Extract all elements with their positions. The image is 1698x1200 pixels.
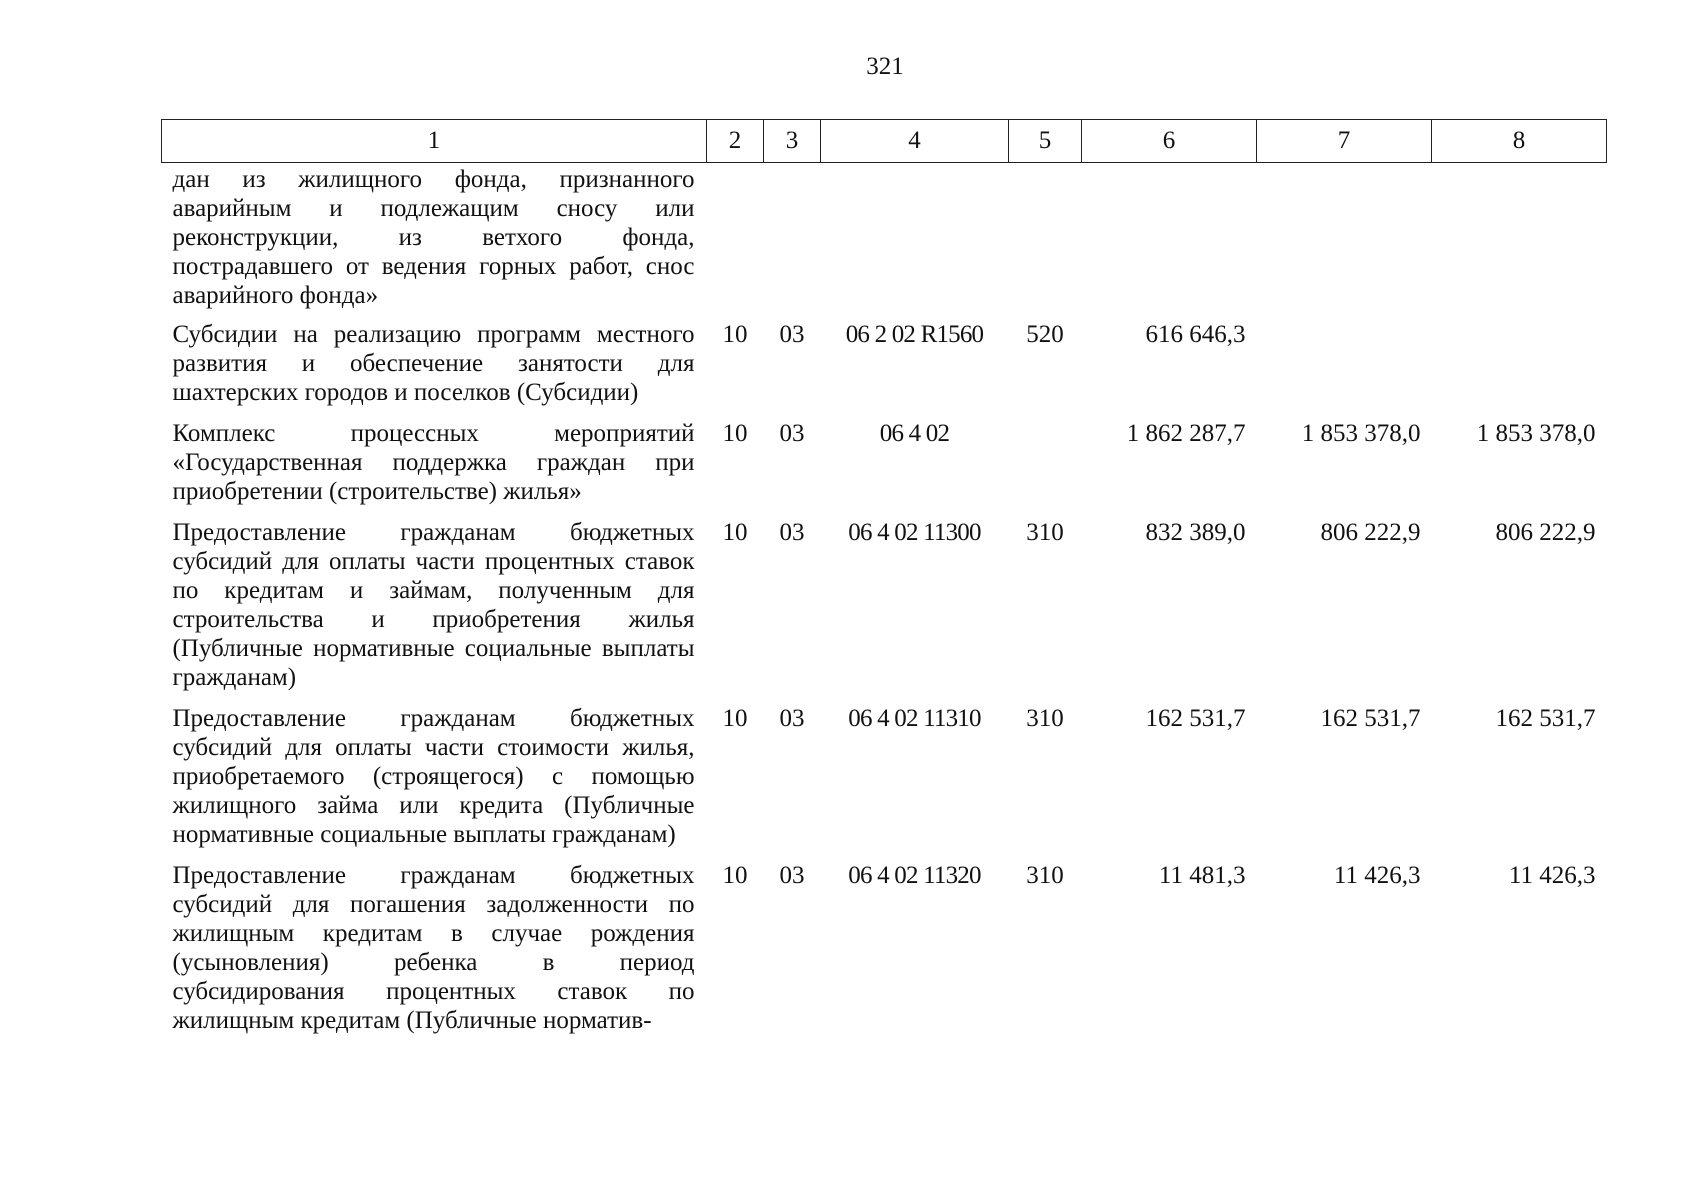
header-row (162, 120, 1607, 163)
amount-col-8: 162 531,7 (1495, 705, 1596, 732)
amount-col-7 (1257, 320, 1432, 419)
expense-type-code (1009, 419, 1082, 518)
row-description: Комплекс процессных мероприятий «Государственная поддержка граждан при приобретении (строительстве) жилья» (172, 420, 695, 505)
target-article-code: 06 4 02 11320 (848, 862, 981, 889)
column-header-6: 6 (1082, 120, 1257, 163)
target-article-code: 06 4 02 11300 (848, 519, 981, 546)
row-description: Субсидии на реализацию программ местного развития и обеспечение занятости для шахтерских городов и поселков (Субсидии) (172, 321, 695, 406)
table-header (162, 120, 1607, 163)
column-header-5: 5 (1009, 120, 1082, 163)
row-description: Предоставление гражданам бюджетных субсидий для оплаты части процентных ставок по кредитам и займам, полученным для строительства и приобретения жилья (Публичные нормативные социальные выплаты гражданам) (172, 519, 695, 691)
table-row (162, 163, 1607, 321)
subsection-code: 03 (779, 705, 805, 732)
amount-col-8: 806 222,9 (1495, 519, 1596, 546)
table-row (162, 320, 1607, 419)
column-header-7: 7 (1257, 120, 1432, 163)
section-code: 10 (722, 862, 748, 889)
amount-col-6: 162 531,7 (1145, 705, 1246, 732)
page-number: 321 (866, 53, 904, 80)
section-code (707, 163, 764, 321)
amount-col-7: 1 853 378,0 (1301, 420, 1421, 447)
amount-col-6: 11 481,3 (1158, 862, 1246, 889)
table-body (162, 163, 1607, 1048)
section-code: 10 (722, 420, 748, 447)
amount-col-7: 806 222,9 (1320, 519, 1421, 546)
amount-col-8 (1432, 163, 1607, 321)
row-description: Предоставление гражданам бюджетных субсидий для погашения задолженности по жилищным кредитам в случае рождения (усыновления) ребенка в период субсидирования процентных ставок по жилищным кредитам (Публичные норматив- (172, 862, 695, 1034)
table-row (162, 518, 1607, 704)
table-row (162, 419, 1607, 518)
amount-col-8: 11 426,3 (1508, 862, 1596, 889)
budget-table (161, 119, 1607, 1047)
target-article-code (821, 163, 1009, 321)
expense-type-code: 310 (1026, 705, 1064, 732)
amount-col-8 (1432, 320, 1607, 419)
expense-type-code (1009, 163, 1082, 321)
row-description: дан из жилищного фонда, признанного аварийным и подлежащим сносу или реконструкции, из ветхого фонда, пострадавшего от ведения горных работ, снос аварийного фонда» (172, 166, 695, 309)
section-code: 10 (722, 705, 748, 732)
section-code: 10 (722, 519, 748, 546)
table-row (162, 704, 1607, 861)
column-header-3: 3 (764, 120, 821, 163)
amount-col-6 (1082, 163, 1257, 321)
amount-col-6: 1 862 287,7 (1126, 420, 1246, 447)
expense-type-code: 310 (1026, 862, 1064, 889)
table-row (162, 861, 1607, 1047)
amount-col-6: 616 646,3 (1145, 321, 1246, 348)
column-header-8: 8 (1432, 120, 1607, 163)
subsection-code: 03 (779, 862, 805, 889)
target-article-code: 06 4 02 (879, 420, 950, 447)
subsection-code: 03 (779, 321, 805, 348)
column-header-4: 4 (821, 120, 1009, 163)
amount-col-6: 832 389,0 (1145, 519, 1246, 546)
target-article-code: 06 2 02 R1560 (845, 321, 984, 348)
amount-col-7 (1257, 163, 1432, 321)
row-description: Предоставление гражданам бюджетных субсидий для оплаты части стоимости жилья, приобретаемого (строящегося) с помощью жилищного займа или кредита (Публичные нормативные социальные выплаты гражданам) (172, 705, 695, 848)
column-header-2: 2 (707, 120, 764, 163)
subsection-code (764, 163, 821, 321)
section-code: 10 (722, 321, 748, 348)
subsection-code: 03 (779, 519, 805, 546)
expense-type-code: 310 (1026, 519, 1064, 546)
subsection-code: 03 (779, 420, 805, 447)
amount-col-7: 162 531,7 (1320, 705, 1421, 732)
amount-col-8: 1 853 378,0 (1476, 420, 1596, 447)
expense-type-code: 520 (1026, 321, 1064, 348)
target-article-code: 06 4 02 11310 (848, 705, 981, 732)
column-header-1: 1 (162, 120, 707, 163)
amount-col-7: 11 426,3 (1333, 862, 1421, 889)
